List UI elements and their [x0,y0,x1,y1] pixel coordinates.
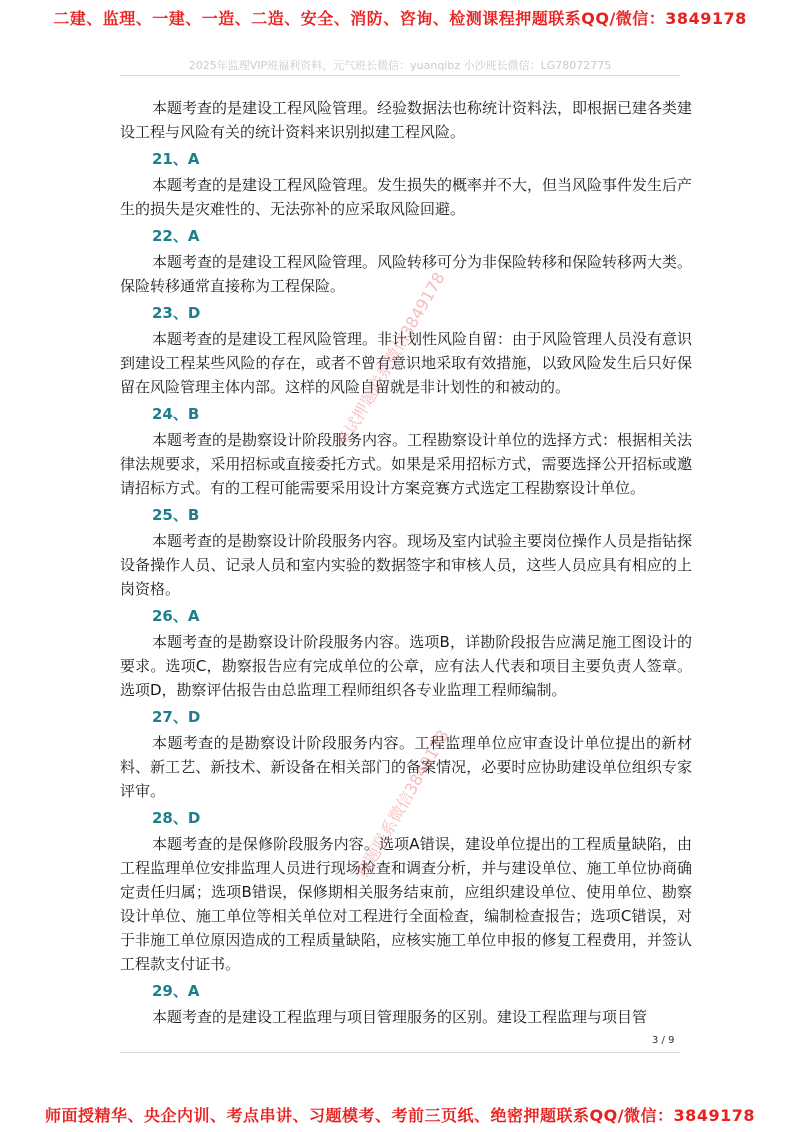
answer-heading-23: 23、D [152,304,201,322]
explanation-26: 本题考查的是勘察设计阶段服务内容。选项B，详勘阶段报告应满足施工图设计的要求。选项C，勘察报告应有完成单位的公章，应有法人代表和项目主要负责人签章。选项D，勘察评估报告由总监理工程师组织各专业监理工程师编制。 [120,633,692,699]
answer-heading-26: 26、A [152,607,200,625]
footer-divider [120,1052,680,1053]
explanation-21: 本题考查的是建设工程风险管理。发生损失的概率并不大，但当风险事件发生后产生的损失是灾难性的、无法弥补的应采取风险回避。 [120,176,693,218]
answer-heading-25: 25、B [152,506,200,524]
explanation-24: 本题考查的是勘察设计阶段服务内容。工程勘察设计单位的选择方式：根据相关法律法规要求，采用招标或直接委托方式。如果是采用招标方式，需要选择公开招标或邀请招标方式。有的工程可能需要采用设计方案竞赛方式选定工程勘察设计单位。 [120,431,693,497]
top-banner: 二建、监理、一建、一造、二造、安全、消防、咨询、检测课程押题联系QQ/微信：3849178 [53,9,747,28]
answer-heading-27: 27、D [152,708,201,726]
answer-heading-28: 28、D [152,809,201,827]
answer-content [120,96,692,1032]
answer-heading-21: 21、A [152,150,200,168]
header-divider [120,75,680,76]
explanation-29: 本题考查的是建设工程监理与项目管理服务的区别。建设工程监理与项目管 [152,1008,648,1026]
explanation-22: 本题考查的是建设工程风险管理。风险转移可分为非保险转移和保险转移两大类。保险转移通常直接称为工程保险。 [120,253,693,295]
answer-heading-24: 24、B [152,405,200,423]
bottom-banner: 师面授精华、央企内训、考点串讲、习题模考、考前三页纸、绝密押题联系QQ/微信：3849178 [45,1106,755,1125]
explanation-27: 本题考查的是勘察设计阶段服务内容。工程监理单位应审查设计单位提出的新材料、新工艺、新技术、新设备在相关部门的备案情况，必要时应协助建设单位组织专家评审。 [120,734,692,800]
answer-heading-22: 22、A [152,227,200,245]
explanation-23: 本题考查的是建设工程风险管理。非计划性风险自留：由于风险管理人员没有意识到建设工程某些风险的存在，或者不曾有意识地采取有效措施，以致风险发生后只好保留在风险管理主体内部。这样的风险自留就是非计划性的和被动的。 [120,330,693,396]
page-number: 3 / 9 [652,1035,675,1046]
vip-subtitle: 2025年监理VIP班福利资料，元气班长微信：yuanqibz 小沙班长微信：LG78072775 [188,59,612,72]
answer-heading-29: 29、A [152,982,200,1000]
explanation-28: 本题考查的是保修阶段服务内容。选项A错误，建设单位提出的工程质量缺陷，由工程监理单位安排监理人员进行现场检查和调查分析，并与建设单位、施工单位协商确定责任归属；选项B错误，保修期相关服务结束前，应组织建设单位、使用单位、勘察设计单位、施工单位等相关单位对工程进行全面检查，编制检查报告；选项C错误，对于非施工单位原因造成的工程质量缺陷，应核实施工单位申报的修复工程费用，并签认工程款支付证书。 [120,835,692,973]
intro-paragraph: 本题考查的是建设工程风险管理。经验数据法也称统计资料法，即根据已建各类建设工程与风险有关的统计资料来识别拟建工程风险。 [120,99,693,141]
watermark-text: 押题联系微信3849178 [352,726,453,881]
explanation-25: 本题考查的是勘察设计阶段服务内容。现场及室内试验主要岗位操作人员是指钻探设备操作人员、记录人员和室内实验的数据签字和审核人员，这些人员应具有相应的上岗资格。 [120,532,693,598]
watermark-text: 考试押题联系微信3849178 [332,268,449,451]
